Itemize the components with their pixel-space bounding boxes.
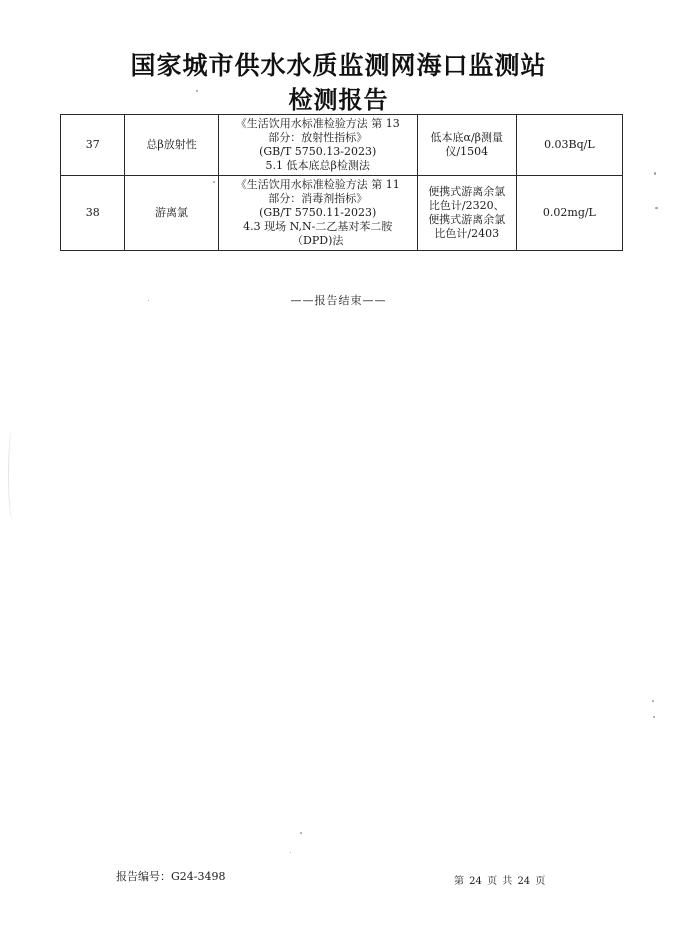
row-number: 38 [61, 176, 125, 251]
report-number: 报告编号：G24-3498 [116, 870, 226, 883]
scan-speck [148, 300, 149, 301]
method-line: 部分：消毒剂指标》 [268, 192, 368, 205]
instrument-line: 低本底α/β测量 [430, 131, 504, 144]
method-line: 《生活饮用水标准检验方法 第 11 [235, 178, 400, 191]
method-line: 4.3 现场 N,N-二乙基对苯二胺 [243, 220, 393, 233]
test-method [218, 115, 417, 176]
method-line: (GB/T 5750.11-2023) [259, 206, 377, 219]
scan-speck [654, 172, 656, 175]
report-title: 检测报告 [288, 86, 389, 114]
instrument [417, 176, 516, 251]
scan-speck [300, 832, 302, 834]
instrument [417, 115, 516, 176]
scan-speck [653, 716, 655, 718]
method-line: (GB/T 5750.13-2023) [259, 145, 377, 158]
scan-speck [290, 852, 291, 853]
test-item: 游离氯 [125, 176, 218, 251]
method-line: 5.1 低本底总β检测法 [265, 159, 370, 172]
test-item: 总β放射性 [125, 115, 218, 176]
instrument-line: 便携式游离余氯 [428, 185, 506, 198]
report-end-marker: ——报告结束—— [290, 294, 387, 307]
detection-limit: 0.03Bq/L [516, 115, 622, 176]
method-line: 部分：放射性指标》 [268, 131, 368, 144]
table-row [61, 176, 623, 251]
scan-speck [196, 90, 198, 92]
report-org-title: 国家城市供水水质监测网海口监测站 [130, 51, 547, 80]
detection-limit: 0.02mg/L [516, 176, 622, 251]
results-table [60, 114, 623, 251]
scan-speck [213, 181, 215, 183]
instrument-line: 便携式游离余氯 [428, 213, 506, 226]
instrument-line: 比色计/2403 [434, 227, 500, 240]
scan-edge-mark [8, 430, 17, 520]
scan-speck [655, 207, 658, 209]
method-line: 《生活饮用水标准检验方法 第 13 [235, 117, 400, 130]
scan-speck [652, 700, 654, 702]
test-method [218, 176, 417, 251]
instrument-line: 仪/1504 [445, 145, 489, 158]
page-number: 第 24 页 共 24 页 [454, 876, 546, 887]
table-row [61, 115, 623, 176]
row-number: 37 [61, 115, 125, 176]
instrument-line: 比色计/2320、 [428, 199, 505, 212]
method-line: （DPD)法 [292, 234, 344, 247]
